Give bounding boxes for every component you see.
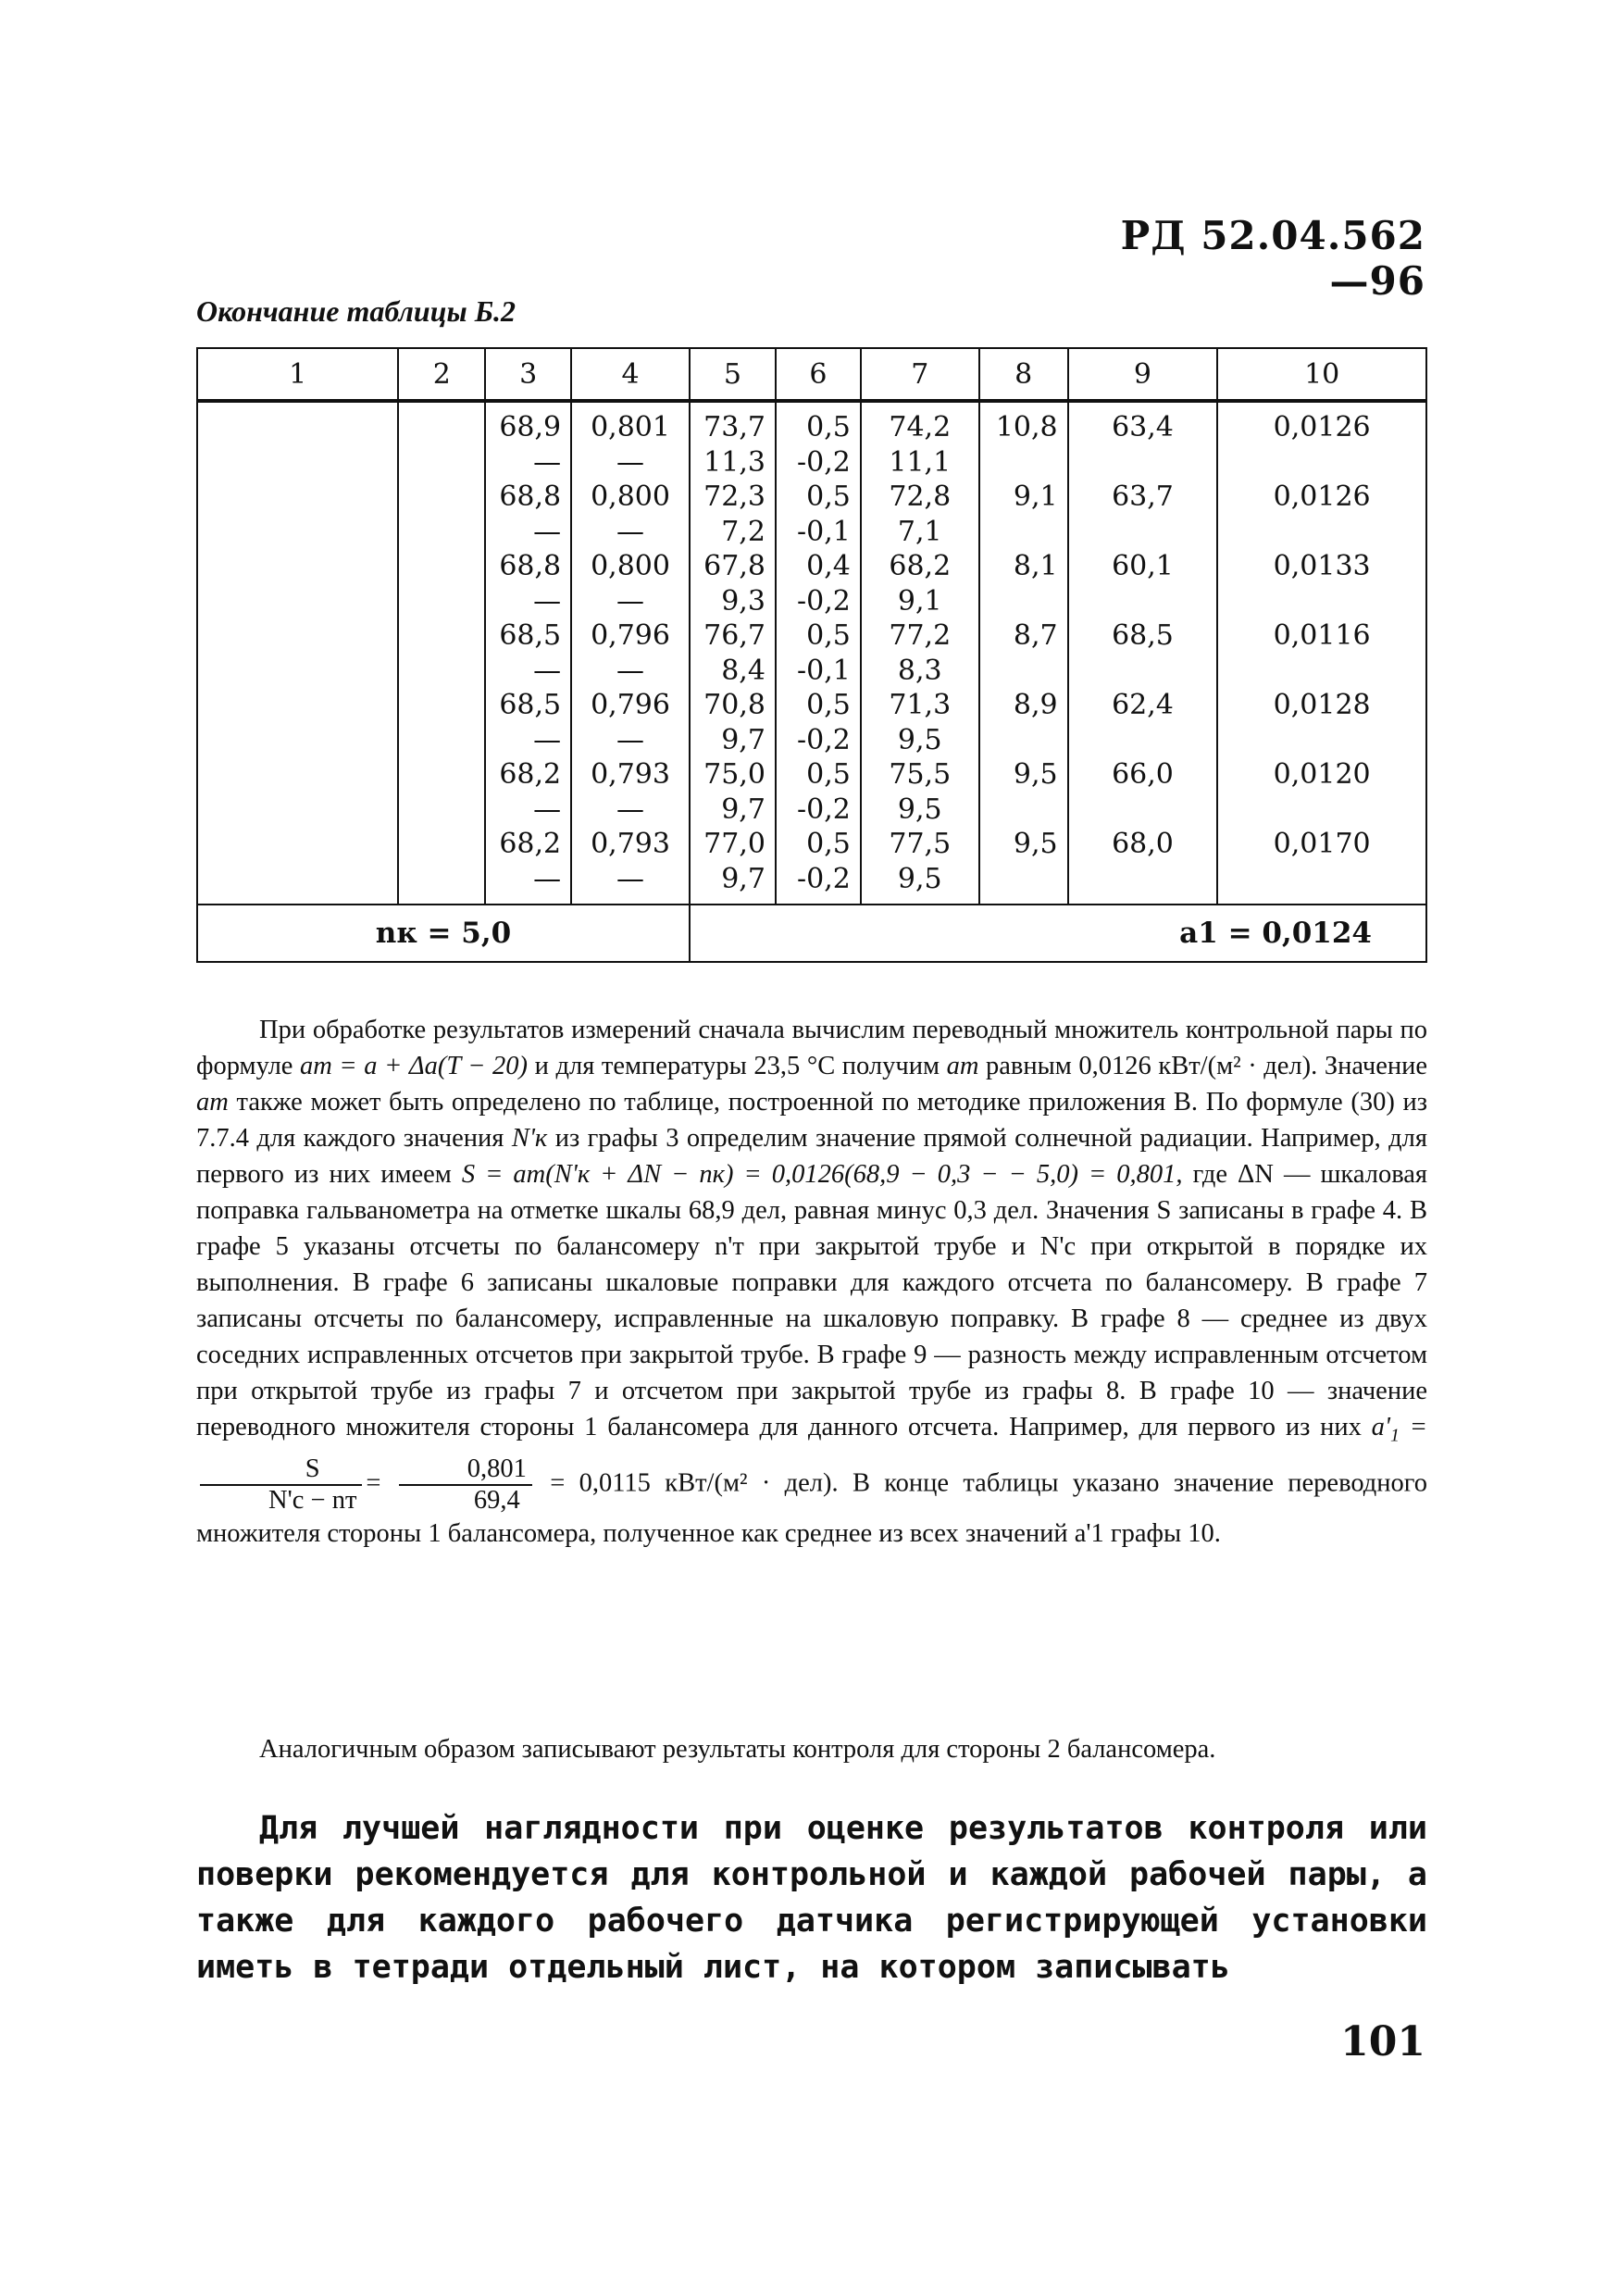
p1-text-g: = 0,0115 кВт/(м² · дел). В конце таблицы указано значение переводного множителя стороны 1 балансомера, полученное как среднее из всех значений a'1 графы 10. bbox=[196, 1468, 1428, 1548]
col-header-5: 5 bbox=[690, 348, 776, 401]
col-3-line: — bbox=[533, 654, 562, 687]
document-code: РД 52.04.562—96 bbox=[1120, 213, 1425, 304]
p1-text-c: равным 0,0126 кВт/(м² · дел). Значение bbox=[986, 1052, 1428, 1080]
data-table bbox=[196, 347, 1427, 963]
col-9-line bbox=[1069, 654, 1217, 689]
col-3-line: 68,2 bbox=[499, 828, 562, 860]
col-8-line: 9,5 bbox=[1013, 828, 1058, 860]
col-4-line: — bbox=[616, 654, 645, 687]
col-4-line: — bbox=[616, 584, 645, 618]
col-6-line: -0,1 bbox=[797, 515, 851, 548]
paragraph-large bbox=[196, 1805, 1427, 1990]
col-10-line: 0,0116 bbox=[1273, 619, 1371, 652]
col-7-line: 75,5 bbox=[889, 758, 952, 791]
col-2-cell bbox=[398, 401, 485, 905]
col-4-cell bbox=[571, 401, 690, 905]
col-5-line: 9,7 bbox=[721, 862, 765, 895]
p1-formula-at-2: aт bbox=[946, 1052, 979, 1080]
col-9-line bbox=[1069, 445, 1217, 480]
col-4-line: — bbox=[616, 862, 645, 895]
col-9-cell bbox=[1068, 401, 1218, 905]
col-6-line: -0,2 bbox=[797, 584, 851, 618]
col-5-line: 73,7 bbox=[703, 411, 765, 443]
col-10-line: 0,0120 bbox=[1273, 758, 1371, 791]
col-10-line: 0,0170 bbox=[1273, 828, 1371, 860]
col-7-line: 71,3 bbox=[889, 689, 952, 721]
fraction-value bbox=[399, 1454, 532, 1516]
fraction-value-num: 0,801 bbox=[399, 1454, 532, 1486]
col-9-line: 62,4 bbox=[1112, 689, 1174, 721]
col-8-line: 8,1 bbox=[1013, 550, 1058, 582]
col-5-line: 11,3 bbox=[703, 445, 765, 479]
col-header-8: 8 bbox=[979, 348, 1068, 401]
col-9-line bbox=[1069, 723, 1217, 758]
col-6-line: 0,5 bbox=[806, 758, 851, 791]
col-7-line: 9,5 bbox=[897, 723, 942, 756]
footer-nk: nк = 5,0 bbox=[197, 905, 690, 962]
col-7-line: 77,2 bbox=[889, 619, 952, 652]
col-6-line: 0,5 bbox=[806, 411, 851, 443]
col-header-2: 2 bbox=[398, 348, 485, 401]
col-9-line: 68,0 bbox=[1112, 828, 1174, 860]
col-10-line: 0,0133 bbox=[1273, 550, 1371, 582]
col-7-cell bbox=[861, 401, 979, 905]
col-4-line: 0,793 bbox=[591, 758, 670, 791]
col-8-line: 9,5 bbox=[1013, 758, 1058, 791]
col-6-line: 0,5 bbox=[806, 480, 851, 513]
col-10-line: 0,0126 bbox=[1273, 480, 1371, 513]
col-header-6: 6 bbox=[776, 348, 861, 401]
col-3-line: 68,5 bbox=[499, 689, 562, 721]
col-7-line: 8,3 bbox=[897, 654, 942, 687]
col-5-line: 76,7 bbox=[703, 619, 765, 652]
col-3-line: 68,9 bbox=[499, 411, 562, 443]
col-6-line: -0,2 bbox=[797, 723, 851, 756]
col-8-line bbox=[980, 515, 1058, 550]
col-9-line: 63,4 bbox=[1112, 411, 1174, 443]
p1-formula-at: aт = a + Δa(T − 20) bbox=[300, 1052, 529, 1080]
p1-text-e: из графы 3 определим значение прямой солнечной радиации. Например, для первого из них имеем bbox=[196, 1124, 1428, 1189]
col-9-line bbox=[1069, 584, 1217, 619]
col-4-line: 0,793 bbox=[591, 828, 670, 860]
col-9-line bbox=[1069, 515, 1217, 550]
col-4-line: — bbox=[616, 792, 645, 826]
col-3-line: — bbox=[533, 515, 562, 548]
p1-formula-at-3: aт bbox=[196, 1088, 229, 1117]
col-8-line bbox=[980, 792, 1058, 828]
col-9-line: 68,5 bbox=[1112, 619, 1174, 652]
col-10-cell bbox=[1217, 401, 1426, 905]
col-3-line: — bbox=[533, 584, 562, 618]
col-7-line: 9,1 bbox=[897, 584, 942, 618]
col-8-line: 10,8 bbox=[995, 411, 1058, 443]
col-8-line bbox=[980, 862, 1058, 897]
table-footer-row bbox=[197, 905, 1426, 962]
col-5-line: 8,4 bbox=[721, 654, 765, 687]
p1-text-b: и для температуры 23,5 °С получим bbox=[534, 1052, 940, 1080]
col-header-3: 3 bbox=[485, 348, 571, 401]
col-9-line: 66,0 bbox=[1112, 758, 1174, 791]
col-10-line bbox=[1218, 515, 1425, 550]
col-8-line bbox=[980, 723, 1058, 758]
col-5-line: 67,8 bbox=[703, 550, 765, 582]
col-5-line: 9,3 bbox=[721, 584, 765, 618]
col-header-9: 9 bbox=[1068, 348, 1218, 401]
fraction-value-den: 69,4 bbox=[473, 1485, 520, 1515]
col-5-line: 70,8 bbox=[703, 689, 765, 721]
col-10-line bbox=[1218, 723, 1425, 758]
col-5-line: 9,7 bbox=[721, 792, 765, 826]
col-3-cell bbox=[485, 401, 571, 905]
col-1-cell bbox=[197, 401, 398, 905]
col-6-cell bbox=[776, 401, 861, 905]
table-header-row bbox=[197, 348, 1426, 401]
col-7-line: 9,5 bbox=[897, 862, 942, 895]
col-8-line: 8,7 bbox=[1013, 619, 1058, 652]
col-header-1: 1 bbox=[197, 348, 398, 401]
col-8-line: 9,1 bbox=[1013, 480, 1058, 513]
fraction-s-den: N'с − nт bbox=[268, 1485, 357, 1515]
fraction-s-num: S bbox=[200, 1454, 362, 1486]
col-8-line: 8,9 bbox=[1013, 689, 1058, 721]
col-8-line bbox=[980, 654, 1058, 689]
col-4-line: — bbox=[616, 445, 645, 479]
col-4-line: 0,800 bbox=[591, 480, 670, 513]
p1-text-a: При обработке результатов измерений сначала вычислим переводный множитель контрольной пары по формуле bbox=[196, 1016, 1427, 1080]
large-text: Для лучшей наглядности при оценке результатов контроля или поверки рекомендуется для контрольной и каждой рабочей пары, а также для каждого рабочего датчика регистрирующей установки иметь в тетради отдельный лист, на котором записывать bbox=[196, 1810, 1427, 1986]
col-10-line: 0,0126 bbox=[1273, 411, 1371, 443]
col-4-line: 0,800 bbox=[591, 550, 670, 582]
col-5-cell bbox=[690, 401, 776, 905]
col-6-line: 0,5 bbox=[806, 828, 851, 860]
col-10-line bbox=[1218, 862, 1425, 897]
col-6-line: -0,2 bbox=[797, 792, 851, 826]
col-9-line: 60,1 bbox=[1112, 550, 1174, 582]
col-3-line: 68,2 bbox=[499, 758, 562, 791]
col-5-line: 7,2 bbox=[721, 515, 765, 548]
col-header-7: 7 bbox=[861, 348, 979, 401]
col-7-line: 72,8 bbox=[889, 480, 952, 513]
col-8-line bbox=[980, 445, 1058, 480]
col-header-10: 10 bbox=[1217, 348, 1426, 401]
p1-text-d: также может быть определено по таблице, построенной по методике приложения В. По формуле (30) из 7.7.4 для каждого значения bbox=[196, 1088, 1428, 1153]
p1-text-f: где ΔN — шкаловая поправка гальванометра на отметке шкалы 68,9 дел, равная минус 0,3 дел. Значения S записаны в графе 4. В графе 5 указаны отсчеты по балансомеру n'т при закрытой трубе и N'с при открытой в порядке их выполнения. В графе 6 записаны шкаловые поправки для каждого отсчета по балансомеру. В графе 7 записаны отсчеты по балансомеру, исправленные на шкаловую поправку. В графе 8 — среднее из двух соседних исправленных отсчетов при закрытой трубе. В графе 9 — разность между исправленным отсчетом при открытой трубе из графы 7 и отсчетом при закрытой трубе из графы 8. В графе 10 — значение переводного множителя стороны 1 балансомера для данного отсчета. Например, для первого из них bbox=[196, 1160, 1428, 1441]
paragraph-2 bbox=[196, 1731, 1427, 1767]
col-4-line: — bbox=[616, 723, 645, 756]
col-10-line bbox=[1218, 584, 1425, 619]
col-9-line: 63,7 bbox=[1112, 480, 1174, 513]
col-5-line: 77,0 bbox=[703, 828, 765, 860]
col-8-line bbox=[980, 584, 1058, 619]
col-10-line: 0,0128 bbox=[1273, 689, 1371, 721]
col-7-line: 11,1 bbox=[889, 445, 952, 479]
col-3-line: 68,8 bbox=[499, 550, 562, 582]
col-4-line: — bbox=[616, 515, 645, 548]
p1-formula-a1: $a'_1$ = bbox=[1371, 1413, 1428, 1446]
col-4-line: 0,801 bbox=[591, 411, 670, 443]
table-data-row bbox=[197, 401, 1426, 905]
col-10-line bbox=[1218, 654, 1425, 689]
paragraph-1: При обработке результатов измерений сначала вычислим переводный множитель контрольной пары по формуле aт = a + Δa(T − 20) и для температуры 23,5 °С получим aт равным 0,0126 кВт/(м² · дел). Значение aт также может быть определено по таблице, построенной по методике приложения В. По формуле (30) из 7.7.4 для каждого значения N'к из графы 3 определим значение прямой солнечной радиации. Например, для первого из них имеем S = aт(N'к + ΔN − nк) = 0,0126(68,9 − 0,3 − − 5,0) = 0,801, где ΔN — шкаловая поправка гальванометра на отметке шкалы 68,9 дел, равная минус 0,3 дел. Значения S записаны в графе 4. В графе 5 указаны отсчеты по балансомеру n'т при закрытой трубе и N'с при открытой в порядке их выполнения. В графе 6 записаны шкаловые поправки для каждого отсчета по балансомеру. В графе 7 записаны отсчеты по балансомеру, исправленные на шкаловую поправку. В графе 8 — среднее из двух соседних исправленных отсчетов при закрытой трубе. В графе 9 — разность между исправленным отсчетом при открытой трубе из графы 7 и отсчетом при закрытой трубе из графы 8. В графе 10 — значение переводного множителя стороны 1 балансомера для данного отсчета. Например, для первого из них $a'_1$ = $\frac{S}{N'с - nт}$ = $\frac{0,801}{69,4}$ = 0,0115 кВт/(м² · дел). В конце таблицы указано значение переводного множителя стороны 1 балансомера, полученное как среднее из всех значений a'1 графы 10. bbox=[196, 1016, 1428, 1548]
table-caption: Окончание таблицы Б.2 bbox=[196, 294, 517, 328]
col-6-line: 0,5 bbox=[806, 619, 851, 652]
col-header-4: 4 bbox=[571, 348, 690, 401]
page-number: 101 bbox=[1340, 2018, 1425, 2065]
col-7-line: 68,2 bbox=[889, 550, 952, 582]
col-9-line bbox=[1069, 862, 1217, 897]
col-3-line: — bbox=[533, 723, 562, 756]
col-4-line: 0,796 bbox=[591, 689, 670, 721]
col-4-line: 0,796 bbox=[591, 619, 670, 652]
col-6-line: -0,1 bbox=[797, 654, 851, 687]
col-7-line: 7,1 bbox=[897, 515, 942, 548]
col-3-line: — bbox=[533, 792, 562, 826]
col-8-cell bbox=[979, 401, 1068, 905]
footer-a1: a1 = 0,0124 bbox=[690, 905, 1426, 962]
p1-formula-s: S = aт(N'к + ΔN − nк) = 0,0126(68,9 − 0,3 − − 5,0) = 0,801, bbox=[461, 1160, 1183, 1189]
col-3-line: 68,5 bbox=[499, 619, 562, 652]
col-3-line: — bbox=[533, 862, 562, 895]
p2-text: Аналогичным образом записывают результаты контроля для стороны 2 балансомера. bbox=[259, 1735, 1216, 1764]
p1-formula-nk: N'к bbox=[511, 1124, 548, 1153]
col-6-line: 0,4 bbox=[806, 550, 851, 582]
col-6-line: -0,2 bbox=[797, 445, 851, 479]
col-5-line: 9,7 bbox=[721, 723, 765, 756]
col-5-line: 72,3 bbox=[703, 480, 765, 513]
col-10-line bbox=[1218, 792, 1425, 828]
col-3-line: — bbox=[533, 445, 562, 479]
col-6-line: -0,2 bbox=[797, 862, 851, 895]
col-9-line bbox=[1069, 792, 1217, 828]
col-7-line: 9,5 bbox=[897, 792, 942, 826]
col-7-line: 77,5 bbox=[889, 828, 952, 860]
col-10-line bbox=[1218, 445, 1425, 480]
col-5-line: 75,0 bbox=[703, 758, 765, 791]
fraction-s bbox=[200, 1454, 362, 1516]
col-3-line: 68,8 bbox=[499, 480, 562, 513]
col-6-line: 0,5 bbox=[806, 689, 851, 721]
col-7-line: 74,2 bbox=[889, 411, 952, 443]
